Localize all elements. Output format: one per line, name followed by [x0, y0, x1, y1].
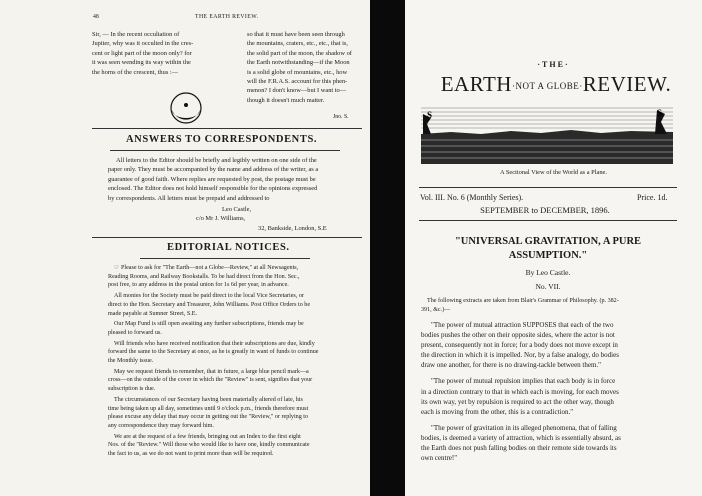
quote-line: bodies pushes the other on their opposite sides, where the actor is not [421, 331, 615, 340]
intro-line: 391, &c.)— [421, 306, 451, 313]
quote-paragraph [421, 320, 697, 370]
masthead-earth: EARTH [440, 72, 512, 96]
notice-line: post free, to any address in the postal union for 1s 6d per year, in advance. [108, 282, 289, 289]
notice-line: All monies for the Society must be paid direct to the local Vice Secretaries, or [114, 293, 304, 300]
illustration-letter-right: S [657, 108, 663, 118]
article-title-line-2: ASSUMPTION." [508, 250, 588, 261]
notice-line: the Monthly issue. [108, 358, 154, 365]
divider [419, 187, 677, 188]
notice-line: Reading Rooms, and Railway Bookstalls. To be had direct from the Hon. Sec., [108, 273, 300, 280]
answers-line: guarantee of good faith. Where replies are requested by post, the postage must be [108, 175, 316, 183]
right-page [405, 0, 702, 496]
divider [92, 128, 362, 129]
article-quotes [421, 320, 697, 463]
notice-line: the fact to us, as we do not want to print more than will be required. [108, 451, 274, 458]
notice-line: ☞ Please to ask for "The Earth—not a Globe—Review," at all Newsagents, [114, 265, 299, 271]
answers-line: by correspondents. All letters must be prepaid and addressed to [108, 194, 270, 202]
quote-line: bodies, is deemed a variety of attraction, which is essentially absurd, as [421, 433, 621, 442]
illustration-caption: A Sectional View of the World as a Plane. [500, 169, 607, 176]
editorial-notices [108, 264, 370, 459]
notice-paragraph [108, 320, 370, 337]
letter-column-1 [92, 30, 232, 77]
notice-line: forward the same to the Secretary at once, as he is greatly in want of funds to continue [108, 349, 319, 356]
quote-line: present, consequently not in force; for a body does not move except in [421, 341, 618, 350]
notice-paragraph [108, 292, 370, 318]
article-title-line-1: "UNIVERSAL GRAVITATION, A PURE [454, 236, 642, 247]
quote-line: "The power of mutual repulsion implies that each body is in force [431, 377, 616, 386]
volume-line: Vol. III. No. 6 (Monthly Series). [420, 193, 524, 202]
moon-crescent-diagram [168, 90, 204, 126]
quote-line: each is moving from the other, this is a contradiction." [421, 407, 574, 416]
letter-line: though it doesn't much matter. [247, 96, 325, 104]
notice-line: pleased to forward us. [108, 329, 162, 336]
letter-column-2 [247, 30, 377, 105]
article-number: No. VII. [535, 282, 561, 291]
divider [92, 237, 362, 238]
address-street: 32, Bankside, London, S.E [258, 225, 327, 232]
answers-line: enclosed. The Editor does not hold himself responsible for the opinions expressed [108, 185, 318, 193]
notice-paragraph [108, 368, 370, 394]
binding-gutter [370, 0, 408, 496]
letter-line: will the F.R.A.S. account for this phen- [247, 78, 348, 86]
intro-line: The following extracts are taken from Blair's Grammar of Philosophy. (p. 382- [427, 298, 619, 304]
page-number: 48 [93, 14, 99, 20]
notice-line: The circumstances of our Secretary having been materially altered of late, his [114, 396, 303, 403]
notice-paragraph [108, 396, 370, 431]
masthead-the: ·THE· [537, 60, 570, 69]
letter-line: it was seen wending its way within the [92, 59, 191, 67]
letter-line: cent or light part of the moon only? for [92, 49, 192, 57]
notice-paragraph [108, 340, 370, 366]
illustration-letter-left: S [427, 110, 433, 120]
quote-line: "The power of mutual attraction SUPPOSES that each of the two [431, 321, 614, 329]
notice-line: We are at the request of a few friends, bringing out an Index to the first eight [114, 433, 301, 440]
letter-line: the mountains, craters, etc., etc., that is, [247, 40, 348, 48]
address-name: Leo Castle, [222, 206, 252, 213]
letter-line: menon? I don't know—but I want to— [247, 87, 347, 95]
price: Price. 1d. [637, 193, 668, 202]
notice-line: May we request friends to remember, that in future, a large blue pencil mark—a [114, 368, 309, 375]
letter-line: the Earth notwithstanding—if the Moon [247, 59, 350, 67]
notice-paragraph [108, 433, 370, 459]
editorial-heading: EDITORIAL NOTICES. [167, 242, 290, 253]
notice-line: Will friends who have received notification that their subscriptions are due, kindly [114, 340, 315, 347]
divider [110, 150, 340, 151]
quote-paragraph [421, 376, 697, 416]
quote-line: the direction in which it is impelled. Nor, by a false analogy, do bodies [421, 351, 619, 360]
signature: Jno. S. [333, 114, 349, 120]
article-intro [421, 297, 691, 314]
notice-line: subscription is due. [108, 386, 156, 393]
answers-line: All letters to the Editor should be briefly and legibly written on one side of the [116, 157, 317, 164]
letter-line: Jupiter, why was it occulted in the cres- [92, 40, 194, 48]
divider [419, 220, 677, 221]
notice-line: please excuse any delay that may occur in getting out the "Review," or replying to [108, 414, 309, 421]
notice-line: any correspondence they may forward him. [108, 422, 214, 429]
masthead [411, 72, 701, 97]
quote-line: "The power of gravitation in its alleged phenomena, that of falling [431, 423, 617, 432]
notice-line: cross—on the outside of the cover in which the "Review" is sent, signifies that your [108, 377, 313, 384]
quote-line: own centre!" [421, 454, 458, 463]
quote-paragraph [421, 423, 697, 463]
byline: By Leo Castle. [525, 268, 571, 277]
quote-line: draw one another, for there is no drawing-tackle between them." [421, 361, 602, 370]
plane-world-illustration [421, 104, 673, 164]
letter-line: is a solid globe of mountains, etc., how [247, 68, 348, 76]
quote-line: the Earth does not push falling bodies on their remote side towards its [421, 444, 617, 453]
running-head: THE EARTH REVIEW. [195, 14, 259, 20]
answers-line: paper only. They must be accompanied by the name and address of the writer, as a [108, 166, 319, 174]
letter-line: Sir, — In the recent occultation of [92, 31, 180, 38]
masthead-not-a-globe: ·NOT A GLOBE· [511, 81, 583, 92]
notice-paragraph [108, 264, 370, 290]
quote-line: its own way, yet by repulsion is required to act the other way, though [421, 397, 614, 406]
notice-line: direct to the Hon. Secretary and Treasurer, John Williams. Post Office Orders to be [108, 301, 311, 308]
address-care-of: c/o Mr J. Williams, [196, 215, 246, 222]
notice-line: made payable at Sumner Street, S.E. [108, 310, 198, 317]
date-line: SEPTEMBER to DECEMBER, 1896. [480, 205, 610, 215]
notice-line: Our Map Fund is still open awaiting any further subscriptions, friends may be [114, 321, 304, 328]
answers-paragraph [108, 156, 368, 203]
letter-line: the solid part of the moon, the shadow of [247, 49, 352, 57]
letter-line: so that it must have been seen through [247, 31, 345, 38]
notice-line: Nos. of the "Review." Will those who would like to have one, kindly communicate [108, 442, 310, 449]
masthead-review: REVIEW. [582, 72, 672, 96]
answers-heading: ANSWERS TO CORRESPONDENTS. [126, 134, 318, 145]
letter-line: the horns of the crescent, thus :— [92, 68, 179, 76]
divider [140, 258, 310, 259]
quote-line: in a direction contrary to that in which each is moving, for each moves [421, 387, 619, 396]
notice-line: time being taken up all day, sometimes until 9 o'clock p.m., friends therefore must [108, 405, 309, 412]
